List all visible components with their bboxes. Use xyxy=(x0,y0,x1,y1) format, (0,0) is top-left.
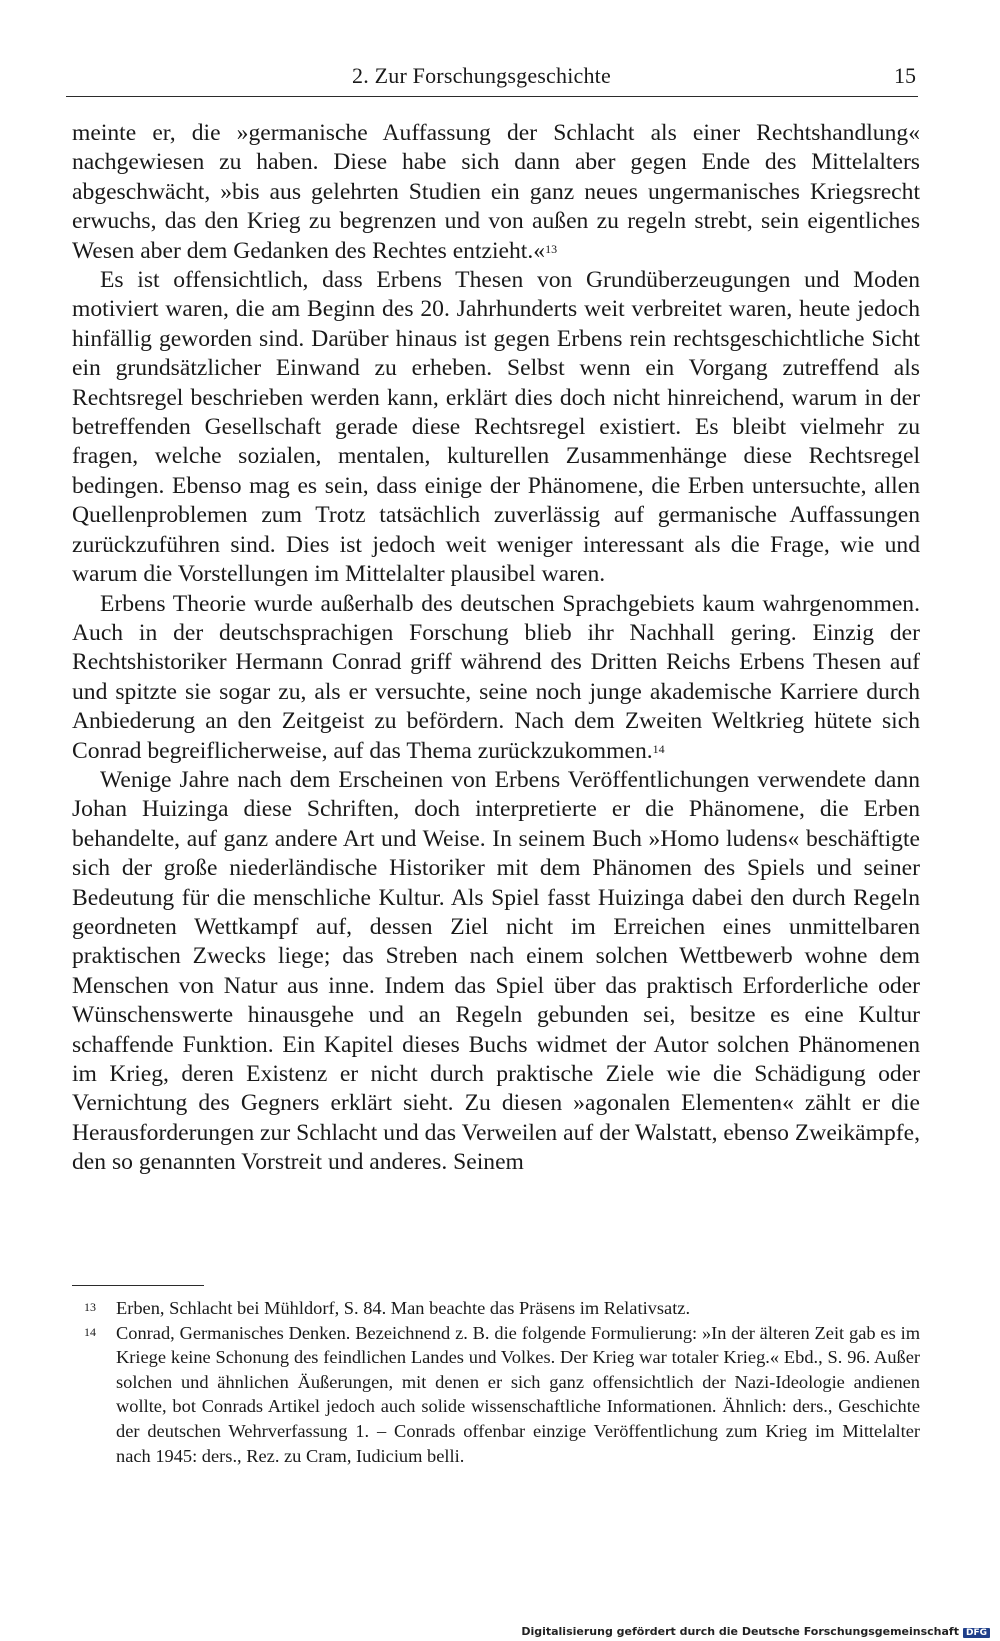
dfg-logo: DFG xyxy=(963,1628,990,1638)
paragraph-4: Wenige Jahre nach dem Erscheinen von Erbens Veröffentlichungen verwendete dann Johan Huizinga diese Schriften, doch interpretierte er die Phänomene, die Erben behandelte, auf ganz andere Art und Weise. In seinem Buch »Homo ludens« beschäftigte sich der große niederländische Historiker mit dem Phänomen des Spiels und seiner Bedeutung für die menschliche Kultur. Als Spiel fasst Huizinga dabei den durch Regeln geordneten Wettkampf auf, dessen Ziel nicht im Erreichen eines unmittelbaren praktischen Zwecks liege; das Streben nach einem solchen Wettbewerb wohne dem Menschen von Natur aus inne. Indem das Spiel über das praktisch Erforderliche oder Wünschenswerte hinausgehe und an Regeln gebunden sei, besitze es eine Kultur schaffende Funktion. Ein Kapitel dieses Buchs widmet der Autor solchen Phänomenen im Krieg, deren Existenz er nicht durch praktische Ziele wie die Schädigung oder Vernichtung des Gegners erklärt sieht. Zu diesen »agonalen Elementen« zählt er die Herausforderungen zur Schlacht und das Verweilen auf der Walstatt, ebenso Zweikämpfe, den so genannten Vorstreit und anderes. Seinem xyxy=(72,766,920,1176)
paragraph-3 xyxy=(72,590,920,766)
footnote-ref-14[interactable]: 14 xyxy=(652,741,665,756)
footnotes xyxy=(72,1296,920,1468)
credit-text: Digitalisierung gefördert durch die Deutsche Forschungsgemeinschaft xyxy=(521,1625,959,1638)
footnote-number: 13 xyxy=(84,1300,96,1314)
footnote-text: Erben, Schlacht bei Mühldorf, S. 84. Man beachte das Präsens im Relativsatz. xyxy=(116,1298,691,1318)
page-number: 15 xyxy=(894,63,916,88)
footnote-number: 14 xyxy=(84,1324,96,1339)
paragraph-1 xyxy=(72,119,920,266)
paragraph-3-text: Erbens Theorie wurde außerhalb des deutschen Sprachgebiets kaum wahrgenommen. Auch in der deutschsprachigen Forschung blieb ihr Nachhall gering. Einzig der Rechtshistoriker Hermann Conrad griff während des Dritten Reichs Erbens Thesen auf und spitzte sie sogar zu, als er versuchte, seine noch junge akademische Karriere durch Anbiederung an den Zeitgeist zu befördern. Nach dem Zweiten Weltkrieg hütete sich Conrad begreiflicherweise, auf das Thema zurückzukommen. xyxy=(72,590,920,764)
digitization-credit xyxy=(521,1625,990,1638)
footnote-ref-13[interactable]: 13 xyxy=(545,241,558,256)
footnote-14 xyxy=(72,1321,920,1469)
chapter-title: 2. Zur Forschungsgeschichte xyxy=(352,63,611,88)
main-text xyxy=(72,119,920,1178)
paragraph-1-text: meinte er, die »germanische Auffassung der Schlacht als einer Rechtshandlung« nachgewiesen zu haben. Diese habe sich dann aber gegen Ende des Mittelalters abgeschwächt, »bis aus gelehrten Studien ein ganz neues ungermanisches Kriegsrecht erwuchs, das den Krieg zu begrenzen und von außen zu regeln strebt, sein eigentliches Wesen aber dem Gedanken des Rechtes entzieht.« xyxy=(72,120,920,264)
footnote-13 xyxy=(72,1296,920,1321)
footnote-text: Conrad, Germanisches Denken. Bezeichnend z. B. die folgende Formulierung: »In der älteren Zeit gab es im Kriege keine Schonung des feindlichen Landes und Volkes. Der Krieg war totaler Krieg.« Ebd., S. 96. Außer solchen und ähnlichen Äußerungen, mit denen er sich ganz offensichtlich der Nazi-Ideologie andienen wollte, bot Conrads Artikel jedoch auch solide wissenschaftliche Informationen. Ähnlich: ders., Geschichte der deutschen Wehrverfassung 1. – Conrads offenbar einzige Veröffentlichung zum Krieg im Mittelalter nach 1945: ders., Rez. zu Cram, Iudicium belli. xyxy=(116,1322,920,1466)
paragraph-2: Es ist offensichtlich, dass Erbens Thesen von Grundüberzeugungen und Moden motiviert waren, die am Beginn des 20. Jahrhunderts weit verbreitet waren, heute jedoch hinfällig geworden sind. Darüber hinaus ist gegen Erbens rein rechtsgeschichtliche Sicht ein grundsätzlicher Einwand zu erheben. Selbst wenn ein Vorgang zutreffend als Rechtsregel beschrieben werden kann, erklärt dies doch nicht hinreichend, warum in der betreffenden Gesellschaft gerade diese Rechtsregel existiert. Es bleibt vielmehr zu fragen, welche sozialen, mentalen, kulturellen Zusammenhänge diese Rechtsregel bedingen. Ebenso mag es sein, dass einige der Phänomene, die Erben untersuchte, allen Quellenproblemen zum Trotz tatsächlich zuverlässig auf germanische Auffassungen zurückzuführen sind. Dies ist jedoch weit weniger interessant als die Frage, wie und warum die Vorstellungen im Mittelalter plausibel waren. xyxy=(72,267,920,588)
running-header xyxy=(66,60,918,97)
footnote-divider xyxy=(72,1285,204,1286)
